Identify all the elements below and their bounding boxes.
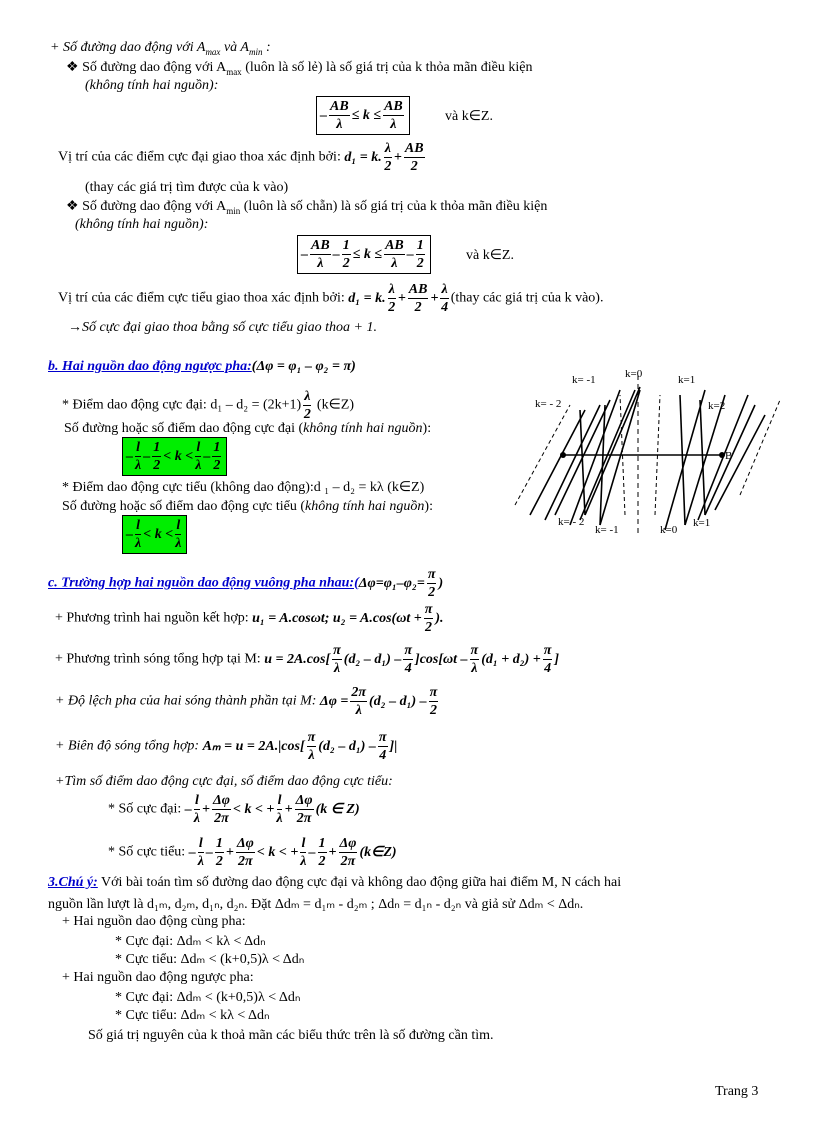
numerator: AB [311, 238, 330, 253]
formula-term: Δφ = [319, 693, 349, 709]
heading: 3.Chú ý: [48, 875, 98, 890]
fraction [403, 642, 413, 677]
fraction [424, 601, 434, 636]
formula-term: < k < [163, 448, 194, 464]
formula-term: – [308, 844, 316, 860]
denominator: 2π [238, 854, 253, 869]
numerator: AB [384, 99, 403, 114]
label: k= - 2 [535, 398, 562, 410]
fraction [339, 835, 358, 870]
denominator: λ [317, 256, 324, 271]
formula-term: – [184, 801, 192, 817]
c-eq3 [55, 684, 440, 719]
text: + Độ lệch pha của hai sóng thành phần tại M: [55, 693, 320, 709]
numerator: π [404, 643, 413, 658]
denominator: 2 [342, 256, 350, 271]
formula-term: – [188, 844, 196, 860]
fraction [310, 237, 331, 272]
formula [185, 792, 360, 827]
numerator: l [136, 440, 141, 455]
denominator: λ [276, 811, 283, 826]
formula-term: – [320, 107, 327, 123]
denominator: 2 [153, 458, 161, 473]
note: (không tính hai nguồn): [75, 217, 209, 232]
text: * Điểm dao động cực đại: d₁ – d₂ = (2k+1) [62, 397, 302, 413]
fraction [329, 98, 350, 133]
fraction [350, 684, 367, 719]
text: : [262, 40, 271, 55]
b-count-min [62, 498, 433, 516]
denominator: λ [195, 458, 202, 473]
fraction [440, 281, 448, 316]
numerator: λ [304, 389, 311, 404]
formula-term: (d₂ – d₁) – [343, 651, 402, 667]
fraction [342, 237, 351, 272]
numerator: AB [404, 141, 424, 156]
note-p2: nguồn lần lượt là d₁ₘ, d₂ₘ, d₁ₙ, d₂ₙ. Đặt Δdₘ = d₁ₘ - d₂ₘ ; Δdₙ = d₁ₙ - d₂ₙ và giả sử Δdₘ < Δdₙ. [48, 897, 584, 912]
fraction [332, 642, 342, 677]
bullet-icon: ❖ [66, 199, 83, 214]
text: Vị trí của các điểm cực đại giao thoa xác định bởi: [58, 149, 345, 165]
denominator: λ [390, 117, 397, 132]
numerator: l [136, 518, 141, 533]
text: max [205, 46, 221, 57]
denominator: 2 [384, 159, 392, 174]
fraction [404, 140, 425, 175]
formula-term: – [332, 246, 340, 262]
text: + Phương trình sóng tổng hợp tại M: [55, 651, 265, 667]
formula-amin-condition [297, 235, 431, 274]
c-eq4 [55, 729, 397, 764]
fraction [470, 642, 480, 677]
numerator: π [378, 730, 387, 745]
numerator: AB [385, 238, 404, 253]
denominator: 2 [318, 854, 326, 869]
text: và k∈Z. [466, 248, 514, 263]
numerator: l [277, 793, 282, 808]
denominator: λ [175, 536, 182, 551]
formula-term: + [284, 801, 293, 817]
label: k= - 2 [558, 516, 585, 528]
formula [264, 642, 559, 677]
formula-term: – [205, 844, 213, 860]
text: (thay các giá trị tìm được của k vào) [85, 180, 289, 195]
same-min: * Cực tiểu: Δdₘ < (k+0,5)λ < Δdₙ [115, 952, 305, 967]
formula-term: – [406, 246, 414, 262]
formula-term: + [225, 844, 234, 860]
formula-term: – [126, 448, 133, 464]
c-count-min [108, 835, 397, 870]
fraction [212, 792, 231, 827]
source-a [560, 452, 566, 458]
denominator: 4 [379, 748, 387, 763]
text: không tính hai nguồn [305, 499, 425, 514]
denominator: 4 [404, 661, 412, 676]
numerator: l [176, 518, 181, 533]
section-amax-amin-title [50, 39, 271, 61]
formula [203, 729, 398, 764]
numerator: π [424, 602, 433, 617]
denominator: 2 [410, 159, 418, 174]
denominator: 2 [215, 854, 223, 869]
numerator: Δφ [213, 793, 230, 808]
text: min [248, 46, 263, 57]
formula [252, 358, 356, 376]
numerator: λ [388, 282, 395, 297]
numerator: AB [408, 282, 428, 297]
formula-term: + [430, 290, 439, 306]
numerator: λ [384, 141, 391, 156]
formula [189, 835, 397, 870]
fraction [427, 566, 437, 601]
numerator: l [301, 836, 306, 851]
text: (luôn là số lẻ) là số giá trị của k thỏa mãn điều kiện [241, 60, 533, 75]
bullet-icon: ❖ [66, 60, 83, 75]
section-b-heading [48, 358, 356, 376]
fraction [384, 237, 405, 272]
denominator: 2 [425, 620, 433, 635]
label: k=0 [660, 524, 678, 536]
page-number: Trang 3 [715, 1084, 759, 1099]
section-c-heading [48, 566, 443, 601]
numerator: π [470, 643, 479, 658]
fraction [378, 729, 388, 764]
fraction [388, 281, 396, 316]
denominator: 2 [414, 300, 422, 315]
formula [344, 140, 426, 175]
formula [320, 684, 440, 719]
label: k= -1 [595, 524, 619, 536]
formula-term: (d₂ – d₁) – [369, 693, 427, 709]
denominator: 4 [544, 661, 552, 676]
fraction [236, 835, 255, 870]
text: min [226, 205, 241, 216]
denominator: 2 [429, 703, 437, 718]
formula [122, 437, 227, 476]
denominator: λ [308, 748, 315, 763]
conclusion: →Số cực đại giao thoa bằng số cực tiểu giao thoa + 1. [68, 320, 377, 335]
text: và k∈Z. [445, 109, 493, 124]
numerator: l [198, 836, 203, 851]
denominator: λ [355, 703, 362, 718]
formula [316, 96, 410, 135]
opp-max: * Cực đại: Δdₘ < (k+0,5)λ < Δdₙ [115, 990, 301, 1005]
formula-term: ) [438, 575, 444, 591]
denominator: 2 [428, 585, 436, 600]
b-min-formula [122, 515, 187, 554]
text: (k∈Z) [313, 397, 354, 413]
text: + Biên độ sóng tổng hợp: [55, 738, 203, 754]
text: Số đường dao động với A [82, 199, 227, 214]
same-max: * Cực đại: Δdₘ < kλ < Δdₙ [115, 934, 266, 949]
denominator: λ [391, 256, 398, 271]
fraction [543, 642, 553, 677]
text: (luôn là số chẵn) là số giá trị của k thỏa mãn điều kiện [240, 199, 548, 214]
formula-term: – [143, 448, 151, 464]
formula [359, 566, 443, 601]
formula-term: + [397, 290, 406, 306]
numerator: 1 [416, 238, 424, 253]
numerator: π [429, 685, 438, 700]
fraction [215, 835, 224, 870]
c-eq2 [55, 642, 559, 677]
formula-term: ≤ k ≤ [351, 107, 382, 123]
numerator: π [543, 643, 552, 658]
formula-term: ≤ k ≤ [352, 246, 383, 262]
formula-term: ]| [389, 738, 398, 754]
fraction [318, 835, 327, 870]
same-phase: + Hai nguồn dao động cùng pha: [62, 914, 246, 929]
formula-term: d₁ = k. [348, 290, 386, 306]
numerator: Δφ [339, 836, 357, 851]
fraction [152, 439, 161, 474]
numerator: λ [441, 282, 448, 297]
text: ): [422, 421, 432, 436]
denominator: λ [135, 536, 142, 551]
fraction [383, 98, 404, 133]
text: max [226, 66, 242, 77]
text: ): [424, 499, 433, 514]
formula-term: (d₁ + d₂) + [481, 651, 541, 667]
label: k=1 [678, 374, 696, 386]
numerator: π [333, 643, 341, 658]
denominator: λ [471, 661, 478, 676]
numerator: 1 [153, 440, 161, 455]
opposite-phase: + Hai nguồn dao động ngược pha: [62, 970, 254, 985]
formula-term: (k ∈ Z) [315, 801, 360, 817]
denominator: λ [300, 854, 307, 869]
note-p1 [48, 874, 621, 892]
formula-term: (d₂ – d₁) – [318, 738, 376, 754]
fraction [195, 439, 201, 474]
fraction [295, 792, 314, 827]
numerator: Δφ [236, 836, 254, 851]
formula-term: < k < + [232, 801, 275, 817]
formula-term: ] [554, 651, 560, 667]
formula-term: (Δφ = φ₁ – φ₂ = π) [251, 359, 356, 374]
numerator: AB [330, 99, 349, 114]
text: Số đường hoặc số điểm dao động cực đại ( [64, 421, 304, 436]
numerator: 2π [351, 685, 367, 700]
max-position-line [58, 140, 427, 175]
b-count-max [64, 420, 431, 438]
opp-min: * Cực tiểu: Δdₘ < kλ < Δdₙ [115, 1008, 270, 1023]
min-position-line [58, 281, 603, 316]
formula-term: Δφ=φ₁–φ₂= [358, 575, 425, 591]
fraction [135, 439, 141, 474]
denominator: λ [197, 854, 204, 869]
denominator: λ [336, 117, 343, 132]
label: k=0 [625, 368, 643, 380]
formula [297, 235, 431, 274]
formula-term: – [203, 448, 211, 464]
numerator: 1 [213, 440, 221, 455]
final-note: Số giá trị nguyên của k thoả mãn các biểu thức trên là số đường cần tìm. [88, 1028, 494, 1043]
label: k=2 [708, 400, 726, 412]
denominator: 2π [340, 854, 356, 869]
fraction [429, 684, 439, 719]
label: k= -1 [572, 374, 596, 386]
formula-term: u = 2A.cos[ [264, 651, 331, 667]
denominator: 2 [388, 300, 396, 315]
formula [348, 281, 450, 316]
formula-term: + [393, 149, 402, 165]
formula [301, 388, 313, 423]
text: Số đường hoặc số điểm dao động cực tiểu ( [62, 499, 306, 514]
numerator: l [194, 793, 199, 808]
formula-term: + [328, 844, 337, 860]
formula [252, 601, 443, 636]
note: (không tính hai nguồn): [85, 78, 219, 93]
numerator: π [307, 730, 316, 745]
text: + Phương trình hai nguồn kết hợp: [55, 610, 253, 626]
heading: b. Hai nguồn dao động ngược pha: [48, 359, 252, 375]
formula-term: + [202, 801, 210, 817]
text: * Số cực đại: [108, 801, 185, 817]
formula [122, 515, 187, 554]
denominator: λ [193, 811, 201, 826]
text: Với bài toán tìm số đường dao động cực đại và không dao động giữa hai điểm M, N cách hai [97, 875, 622, 890]
numerator: π [427, 567, 436, 582]
fraction [198, 835, 204, 870]
text: Vị trí của các điểm cực tiểu giao thoa xác định bởi: [58, 290, 349, 306]
fraction [408, 281, 429, 316]
fraction [303, 388, 311, 423]
text: và A [220, 40, 249, 55]
b-max-point [62, 388, 354, 423]
fraction [194, 792, 200, 827]
label: B [725, 450, 733, 462]
numerator: 1 [342, 238, 350, 253]
fraction [175, 517, 181, 552]
text: Số đường dao động với A [82, 60, 227, 75]
label: k=1 [693, 517, 711, 529]
c-find: +Tìm số điểm dao động cực đại, số điểm dao động cực tiểu: [55, 774, 393, 789]
fraction [384, 140, 392, 175]
b-max-formula [122, 437, 227, 476]
formula-term: – [301, 246, 308, 262]
formula-term: (k∈Z) [359, 844, 397, 860]
numerator: 1 [215, 836, 223, 851]
denominator: 2 [416, 256, 424, 271]
c-count-max [108, 792, 360, 827]
text: không tính hai nguồn [303, 421, 423, 436]
formula-term: < k < + [256, 844, 299, 860]
numerator: l [196, 440, 201, 455]
denominator: 2π [214, 811, 229, 826]
c-eq1 [55, 601, 444, 636]
formula-term: < k < [143, 526, 174, 542]
denominator: 2 [303, 407, 311, 422]
formula-term: ). [435, 610, 444, 626]
formula-amax-condition [316, 96, 410, 135]
fraction [307, 729, 317, 764]
formula-term: d₁ = k. [344, 149, 382, 165]
interference-diagram [510, 365, 800, 545]
denominator: 2 [213, 458, 221, 473]
denominator: 2π [296, 811, 312, 826]
formula-term: Aₘ = u = 2A.|cos[ [202, 738, 305, 754]
numerator: 1 [318, 836, 326, 851]
fraction [416, 237, 425, 272]
text: (thay các giá trị của k vào). [450, 290, 604, 306]
denominator: 4 [441, 300, 449, 315]
text: + Số đường dao động với A [50, 40, 206, 55]
numerator: Δφ [295, 793, 313, 808]
text: * Số cực tiểu: [108, 844, 189, 860]
fraction [212, 439, 221, 474]
denominator: λ [333, 661, 341, 676]
fraction [135, 517, 141, 552]
formula-term: – [126, 526, 133, 542]
denominator: λ [135, 458, 142, 473]
b-min-point: * Điểm dao động cực tiểu (không dao động):d ₁ – d₂ = kλ (k∈Z) [62, 480, 425, 495]
formula-term: ]cos[ωt – [415, 651, 468, 667]
heading: c. Trường hợp hai nguồn dao động vuông pha nhau:( [48, 575, 359, 591]
fraction [276, 792, 282, 827]
fraction [300, 835, 306, 870]
formula-term: u₁ = A.cosωt; u₂ = A.cos(ωt + [252, 610, 422, 626]
